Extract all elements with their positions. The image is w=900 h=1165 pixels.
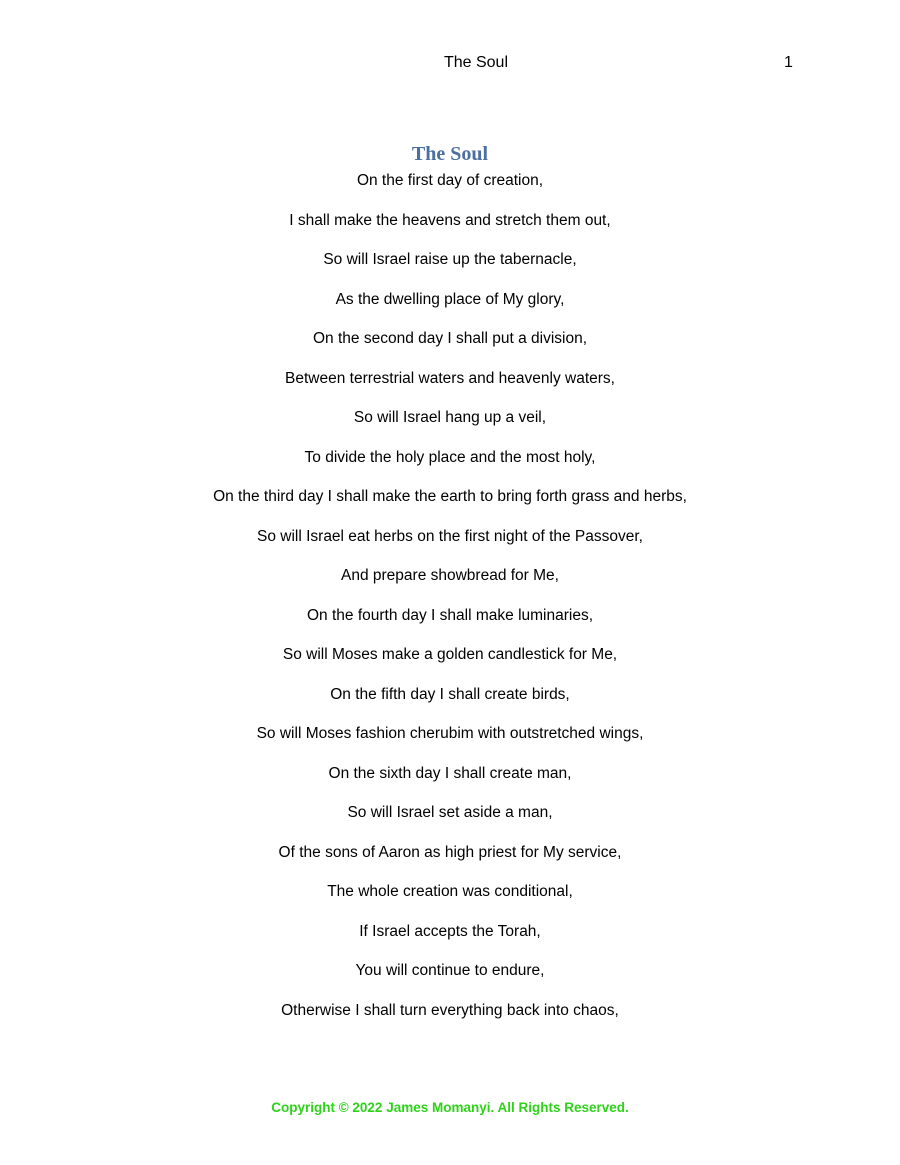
- poem-line: To divide the holy place and the most holy,: [304, 448, 596, 466]
- poem-line: I shall make the heavens and stretch them out,: [289, 211, 611, 229]
- poem-line: So will Israel set aside a man,: [347, 804, 553, 821]
- poem-line: So will Israel raise up the tabernacle,: [323, 251, 577, 268]
- poem-line: Otherwise I shall turn everything back into chaos,: [281, 1001, 619, 1019]
- poem-line: On the fourth day I shall make luminaries,: [306, 606, 594, 624]
- poem-line: So will Israel hang up a veil,: [353, 409, 547, 426]
- poem-line: If Israel accepts the Torah,: [359, 922, 541, 940]
- poem-line: Between terrestrial waters and heavenly waters,: [285, 369, 615, 387]
- poem-line: On the fifth day I shall create birds,: [330, 685, 570, 703]
- poem-line: On the third day I shall make the earth to bring forth grass and herbs,: [213, 488, 687, 505]
- poem-body: [0, 168, 900, 1037]
- poem-line: You will continue to endure,: [355, 962, 545, 979]
- running-header: [0, 52, 900, 76]
- poem-line: As the dwelling place of My glory,: [335, 290, 565, 308]
- poem-line: The whole creation was conditional,: [327, 883, 573, 900]
- poem-line: On the sixth day I shall create man,: [328, 764, 572, 782]
- page-number: 1: [784, 54, 793, 71]
- poem-line: So will Israel eat herbs on the first night of the Passover,: [257, 527, 643, 545]
- poem-line: Of the sons of Aaron as high priest for My service,: [278, 843, 622, 861]
- poem-line: On the first day of creation,: [356, 172, 544, 189]
- poem-line: On the second day I shall put a division,: [313, 330, 587, 347]
- poem-line: And prepare showbread for Me,: [341, 567, 559, 584]
- header-title: The Soul: [443, 54, 509, 71]
- poem-title: The Soul: [411, 143, 489, 165]
- copyright-notice: Copyright © 2022 James Momanyi. All Rights Reserved.: [271, 1100, 629, 1115]
- poem-line: So will Moses fashion cherubim with outstretched wings,: [256, 725, 644, 742]
- poem-line: So will Moses make a golden candlestick for Me,: [282, 646, 618, 663]
